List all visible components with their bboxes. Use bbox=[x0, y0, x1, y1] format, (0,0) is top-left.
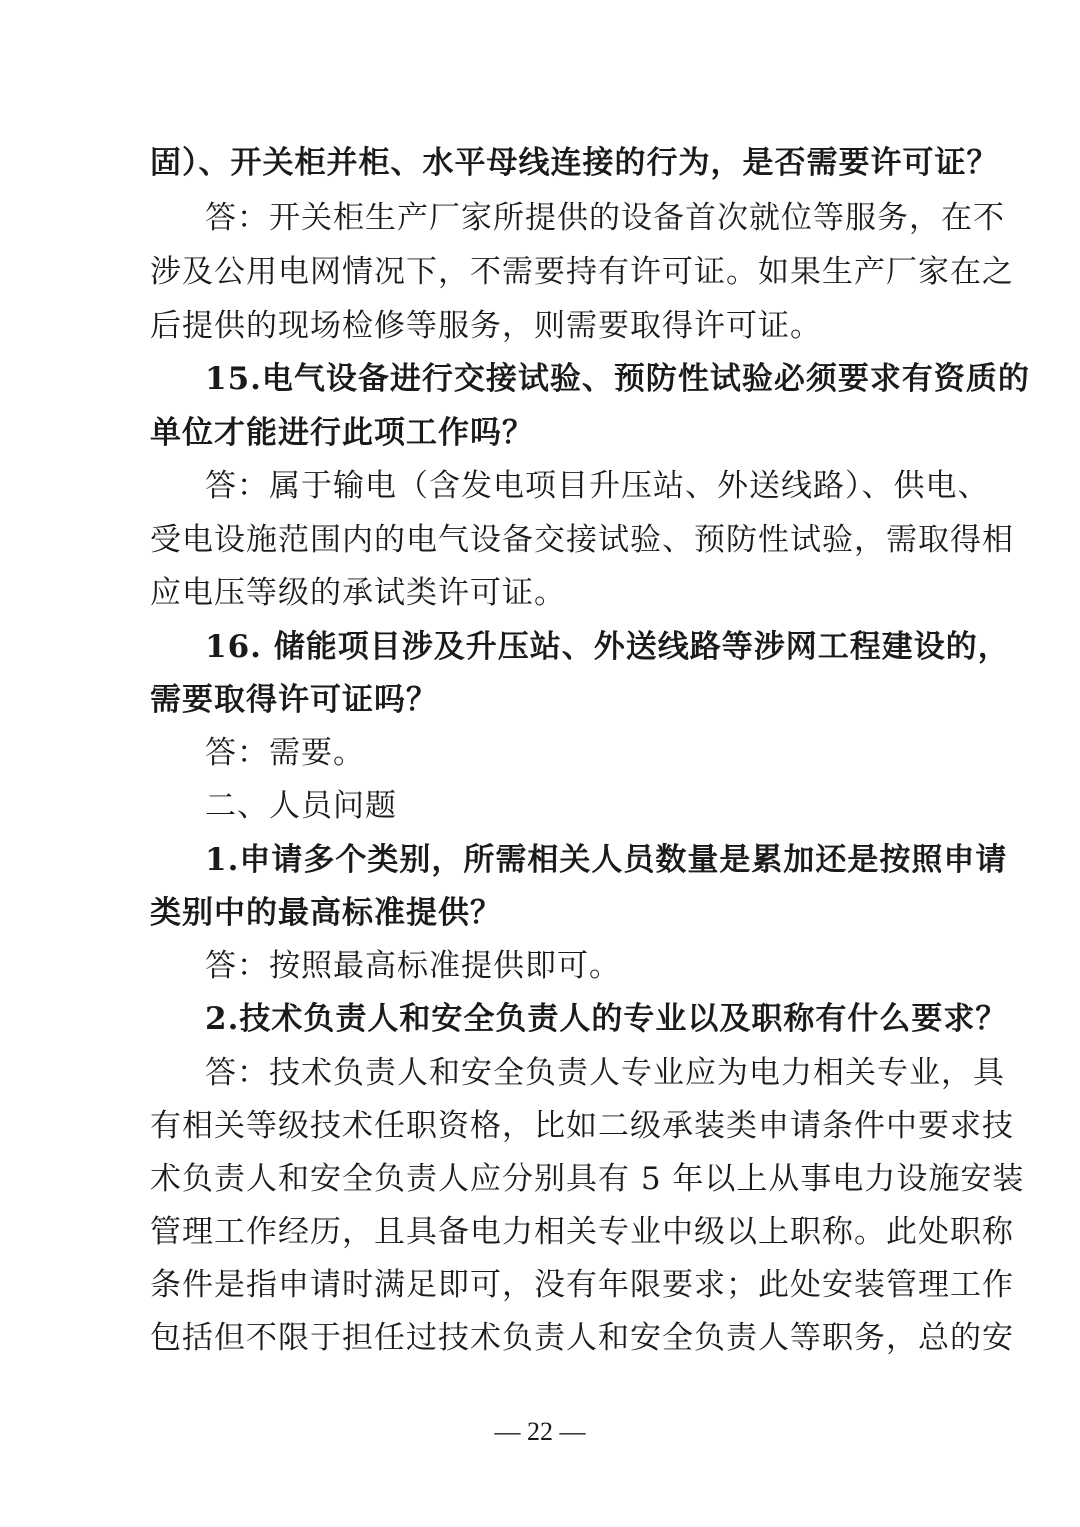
question-heading: 15.电气设备进行交接试验、预防性试验必须要求有资质的 bbox=[205, 361, 1030, 397]
text-line: 包括但不限于担任过技术负责人和安全负责人等职务，总的安 bbox=[150, 1320, 1014, 1356]
text-line: 答：开关柜生产厂家所提供的设备首次就位等服务，在不 bbox=[205, 200, 1005, 236]
text-line: 术负责人和安全负责人应分别具有 5 年以上从事电力设施安装 bbox=[150, 1161, 1025, 1197]
text-line: 后提供的现场检修等服务，则需要取得许可证。 bbox=[150, 308, 822, 344]
question-heading: 1.申请多个类别，所需相关人员数量是累加还是按照申请 bbox=[205, 842, 1008, 878]
text-line: 应电压等级的承试类许可证。 bbox=[150, 575, 566, 611]
question-heading: 2.技术负责人和安全负责人的专业以及职称有什么要求？ bbox=[205, 1001, 1008, 1037]
text-line: 有相关等级技术任职资格，比如二级承装类申请条件中要求技 bbox=[150, 1108, 1014, 1144]
question-heading: 单位才能进行此项工作吗？ bbox=[150, 415, 534, 451]
text-line: 答：按照最高标准提供即可。 bbox=[205, 948, 621, 984]
text-line: 管理工作经历，且具备电力相关专业中级以上职称。此处职称 bbox=[150, 1214, 1014, 1250]
text-line: 答：属于输电（含发电项目升压站、外送线路）、供电、 bbox=[205, 468, 990, 504]
text-line: 涉及公用电网情况下，不需要持有许可证。如果生产厂家在之 bbox=[150, 254, 1014, 290]
question-heading: 需要取得许可证吗？ bbox=[150, 682, 438, 718]
text-line: 答：需要。 bbox=[205, 735, 365, 771]
question-heading: 16. 储能项目涉及升压站、外送线路等涉网工程建设的， bbox=[205, 629, 1010, 665]
text-line: 固）、开关柜并柜、水平母线连接的行为，是否需要许可证？ bbox=[150, 145, 999, 181]
text-line: 答：技术负责人和安全负责人专业应为电力相关专业，具 bbox=[205, 1055, 1005, 1091]
question-heading: 类别中的最高标准提供？ bbox=[150, 895, 502, 931]
page-number: — 22 — bbox=[494, 1417, 586, 1446]
section-heading: 二、人员问题 bbox=[205, 788, 397, 824]
text-line: 受电设施范围内的电气设备交接试验、预防性试验，需取得相 bbox=[150, 522, 1014, 558]
text-line: 条件是指申请时满足即可，没有年限要求；此处安装管理工作 bbox=[150, 1267, 1014, 1303]
